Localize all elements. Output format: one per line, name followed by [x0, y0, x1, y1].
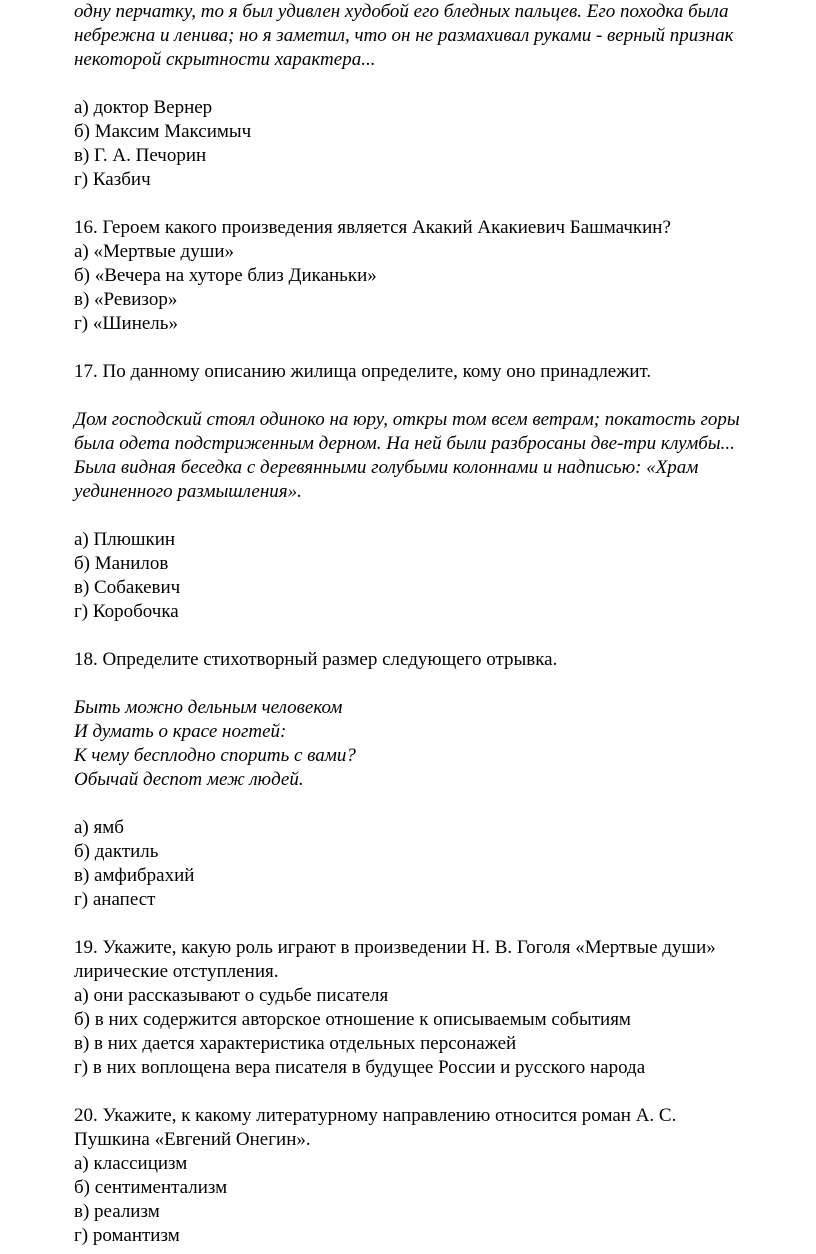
- question-text: 20. Укажите, к какому литературному направлению относится роман А. С.: [74, 1105, 677, 1126]
- question-text: Пушкина «Евгений Онегин».: [74, 1129, 311, 1150]
- question-text: лирические отступления.: [74, 961, 279, 982]
- answer-option: г) «Шинель»: [74, 313, 178, 334]
- answer-option: а) «Мертвые души»: [74, 241, 235, 262]
- answer-option: а) доктор Вернер: [74, 97, 213, 118]
- question-19: [74, 936, 816, 1080]
- passage-line: одну перчатку, то я был удивлен худобой его бледных пальцев. Его походка была: [74, 1, 729, 22]
- q15-options: [74, 96, 816, 192]
- passage-line: некоторой скрытности характера...: [74, 49, 376, 70]
- poem-line: Обычай деспот меж людей.: [74, 769, 304, 790]
- answer-option: г) анапест: [74, 889, 156, 910]
- passage-line: была одета подстриженным дерном. На ней были разбросаны две-три клумбы...: [74, 433, 735, 454]
- question-text: 18. Определите стихотворный размер следующего отрывка.: [74, 649, 558, 670]
- poem-line: К чему бесплодно спорить с вами?: [74, 745, 356, 766]
- passage-line: небрежна и ленива; но я заметил, что он не размахивал руками - верный признак: [74, 25, 734, 46]
- answer-option: в) амфибрахий: [74, 865, 195, 886]
- answer-option: б) Максим Максимыч: [74, 121, 252, 142]
- answer-option: а) ямб: [74, 817, 124, 838]
- document-page: [74, 0, 816, 1248]
- question-text: 19. Укажите, какую роль играют в произведении Н. В. Гоголя «Мертвые души»: [74, 937, 716, 958]
- question-text: 16. Героем какого произведения является Акакий Акакиевич Башмачкин?: [74, 217, 671, 238]
- passage-line: уединенного размышления».: [74, 481, 302, 502]
- answer-option: в) «Ревизор»: [74, 289, 178, 310]
- answer-option: в) в них дается характеристика отдельных персонажей: [74, 1033, 517, 1054]
- question-20: [74, 1104, 816, 1248]
- answer-option: г) романтизм: [74, 1225, 180, 1246]
- passage-line: Была видная беседка с деревянными голубыми колоннами и надписью: «Храм: [74, 457, 699, 478]
- answer-option: б) сентиментализм: [74, 1177, 228, 1198]
- question-text: 17. По данному описанию жилища определите, кому оно принадлежит.: [74, 361, 652, 382]
- answer-option: в) реализм: [74, 1201, 160, 1222]
- intro-passage: [74, 0, 816, 72]
- answer-option: б) Манилов: [74, 553, 169, 574]
- answer-option: г) Казбич: [74, 169, 151, 190]
- answer-option: а) классицизм: [74, 1153, 188, 1174]
- answer-option: в) Собакевич: [74, 577, 181, 598]
- answer-option: а) Плюшкин: [74, 529, 176, 550]
- poem-line: Быть можно дельным человеком: [74, 697, 343, 718]
- answer-option: г) в них воплощена вера писателя в будущее России и русского народа: [74, 1057, 646, 1078]
- question-16: [74, 216, 816, 336]
- poem-line: И думать о красе ногтей:: [74, 721, 287, 742]
- answer-option: б) дактиль: [74, 841, 159, 862]
- question-18: [74, 648, 816, 912]
- question-17: [74, 360, 816, 624]
- answer-option: б) «Вечера на хуторе близ Диканьки»: [74, 265, 377, 286]
- passage-line: Дом господский стоял одиноко на юру, откры том всем ветрам; покатость горы: [74, 409, 740, 430]
- answer-option: в) Г. А. Печорин: [74, 145, 207, 166]
- answer-option: б) в них содержится авторское отношение к описываемым событиям: [74, 1009, 631, 1030]
- answer-option: г) Коробочка: [74, 601, 179, 622]
- answer-option: а) они рассказывают о судьбе писателя: [74, 985, 389, 1006]
